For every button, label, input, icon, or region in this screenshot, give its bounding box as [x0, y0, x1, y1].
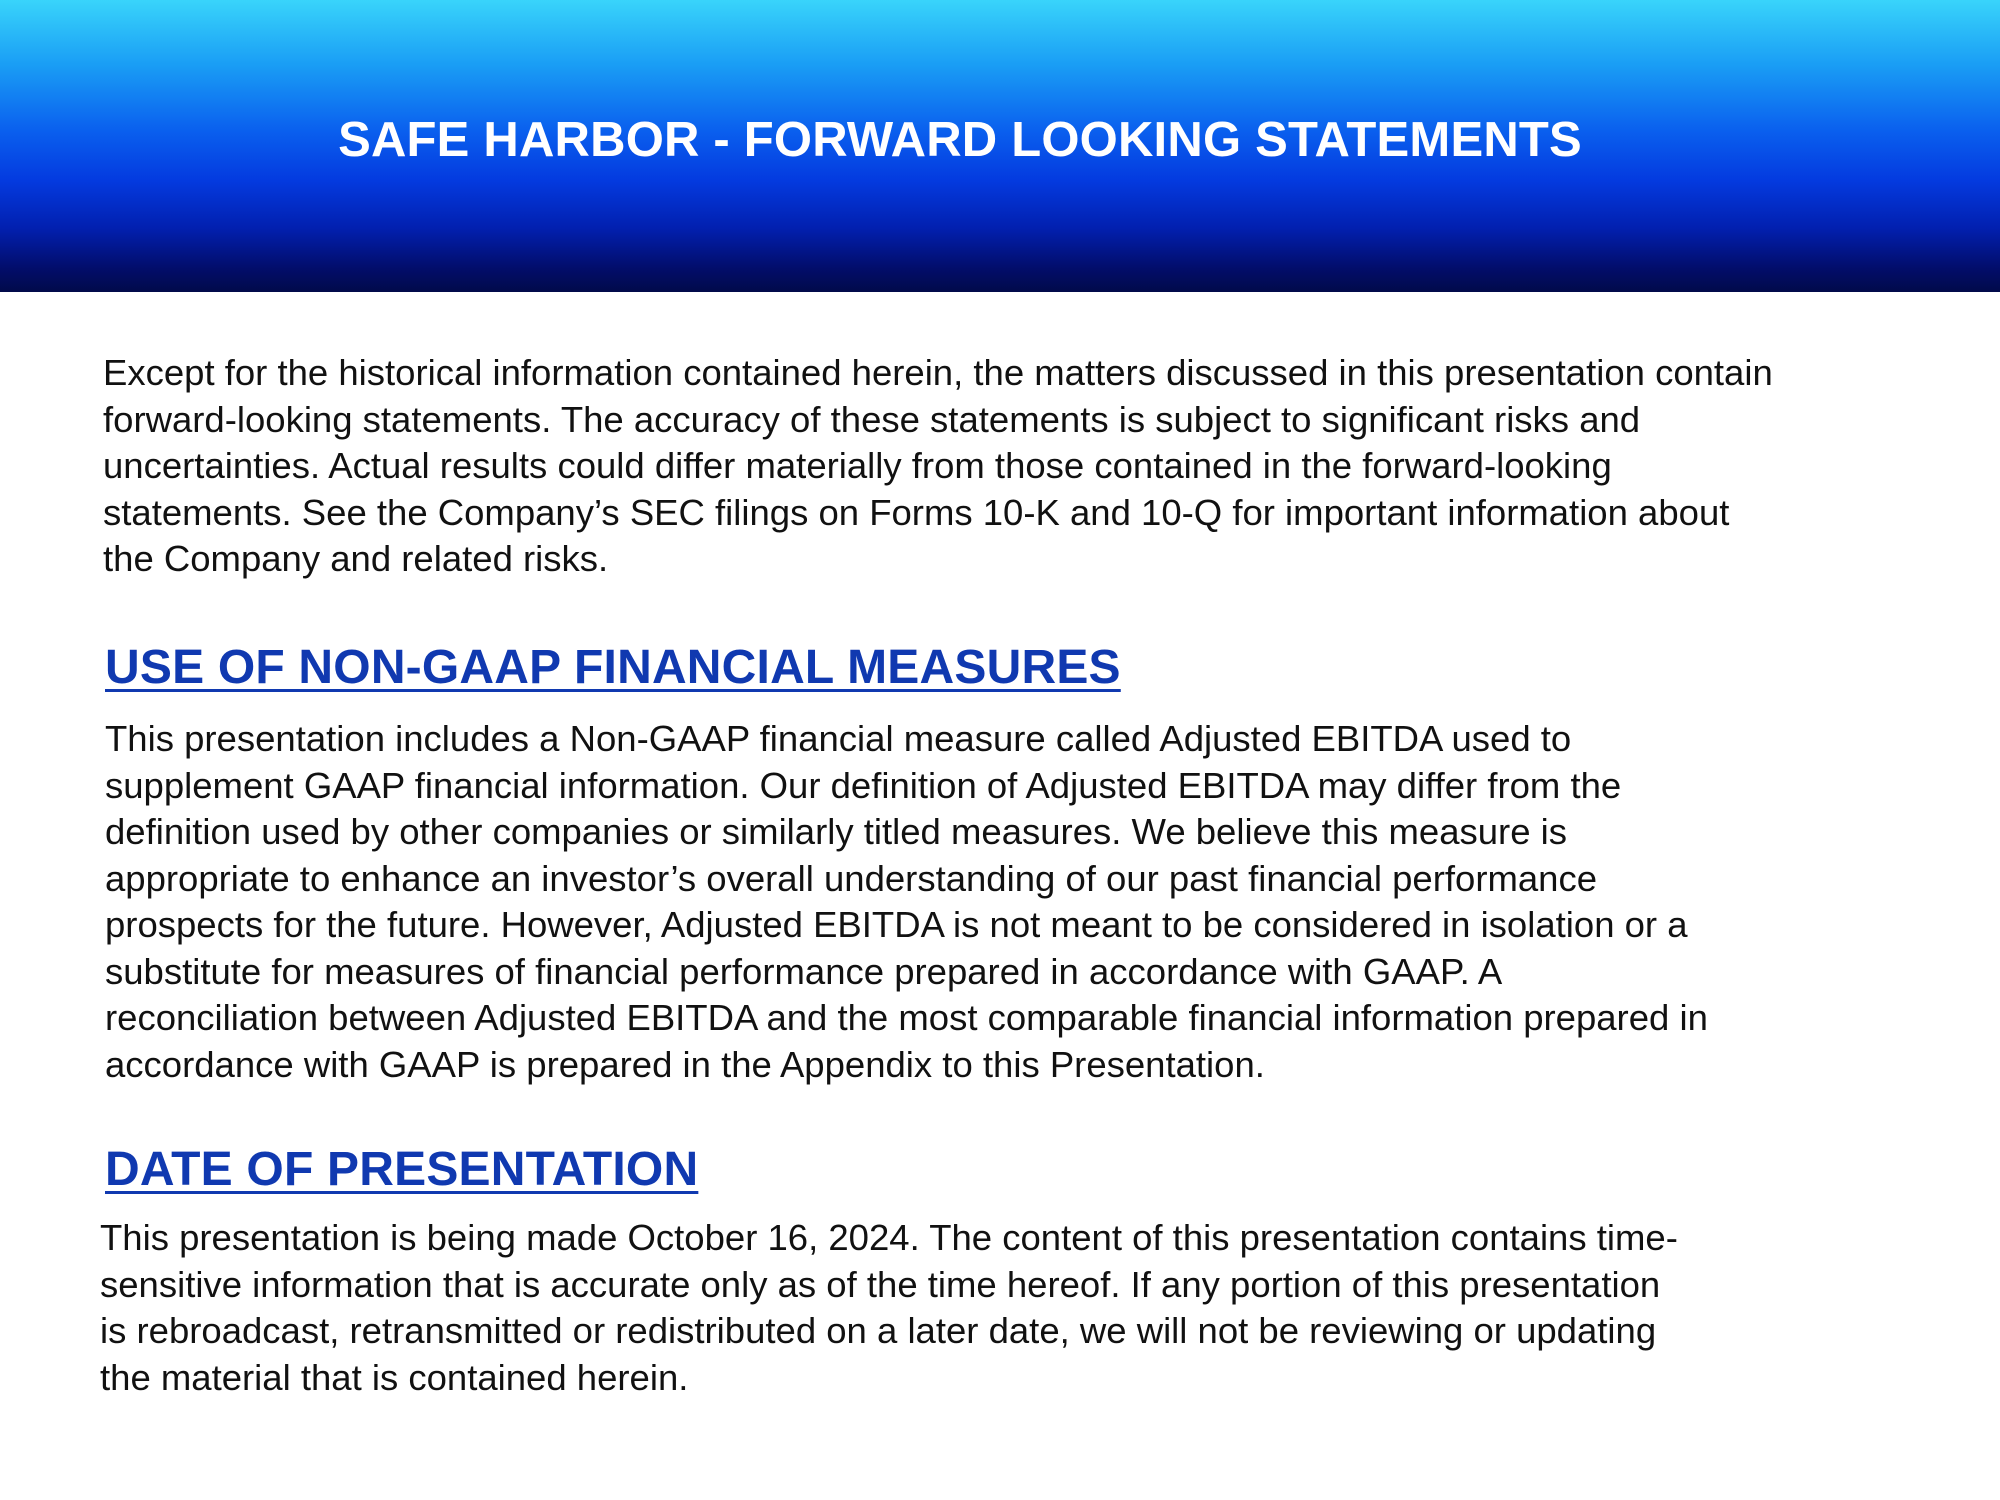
non-gaap-heading: USE OF NON-GAAP FINANCIAL MEASURES	[105, 641, 1121, 694]
date-of-presentation-paragraph: This presentation is being made October 16, 2024. The content of this presentation contains time- sensitive information that is accurate only as of the time hereof. If any portion of this presentation is rebroadcast, retransmitted or redistributed on a later date, we will not be reviewing or updating the material that is contained herein.	[100, 1217, 1678, 1398]
date-of-presentation-heading: DATE OF PRESENTATION	[105, 1143, 699, 1196]
non-gaap-paragraph: This presentation includes a Non-GAAP financial measure called Adjusted EBITDA used to supplement GAAP financial information. Our definition of Adjusted EBITDA may differ from the definition used by other companies or similarly titled measures. We believe this measure is appropriate to enhance an investor’s overall understanding of our past financial performance prospects for the future. However, Adjusted EBITDA is not meant to be considered in isolation or a substitute for measures of financial performance prepared in accordance with GAAP. A reconciliation between Adjusted EBITDA and the most comparable financial information prepared in accordance with GAAP is prepared in the Appendix to this Presentation.	[105, 718, 1708, 1085]
page-title: SAFE HARBOR - FORWARD LOOKING STATEMENTS	[338, 113, 1582, 167]
safe-harbor-paragraph: Except for the historical information contained herein, the matters discussed in this presentation contain forward-looking statements. The accuracy of these statements is subject to significant risks and uncertainties. Actual results could differ materially from those contained in the forward-looking statements. See the Company’s SEC filings on Forms 10-K and 10-Q for important information about the Company and related risks.	[103, 352, 1773, 579]
header-band	[0, 0, 2000, 292]
